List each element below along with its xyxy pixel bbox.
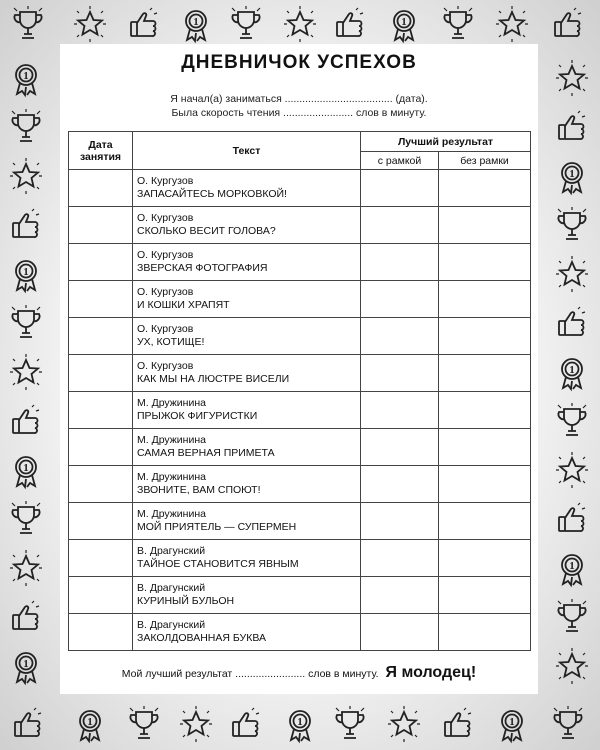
trophy-icon: [438, 4, 478, 44]
author-name: М. Дружинина: [137, 397, 206, 409]
table-row: [69, 577, 531, 614]
svg-text:1: 1: [569, 560, 575, 572]
author-name: О. Кургузов: [137, 286, 194, 298]
star-icon: [6, 156, 46, 196]
with-frame-cell[interactable]: [361, 207, 439, 244]
table-row: [69, 614, 531, 651]
text-cell: [133, 540, 361, 577]
trophy-icon: [6, 303, 46, 343]
text-cell: [133, 281, 361, 318]
text-cell: [133, 466, 361, 503]
svg-text:1: 1: [569, 364, 575, 376]
svg-text:1: 1: [401, 16, 407, 28]
header-with-frame: с рамкой: [361, 152, 439, 170]
medal-icon: [280, 704, 320, 744]
thumbs-up-icon: [552, 499, 592, 539]
table-row: [69, 429, 531, 466]
story-title: И КОШКИ ХРАПЯТ: [137, 299, 230, 311]
without-frame-cell[interactable]: [439, 355, 531, 392]
without-frame-cell[interactable]: [439, 392, 531, 429]
svg-text:1: 1: [23, 70, 29, 82]
star-icon: [552, 646, 592, 686]
thumbs-up-icon: [6, 401, 46, 441]
trophy-icon: [548, 704, 588, 744]
svg-text:1: 1: [297, 716, 303, 728]
table-row: [69, 392, 531, 429]
story-title: ЗВОНИТЕ, ВАМ СПОЮТ!: [137, 484, 261, 496]
with-frame-cell[interactable]: [361, 503, 439, 540]
story-title: САМАЯ ВЕРНАЯ ПРИМЕТА: [137, 447, 275, 459]
svg-text:1: 1: [87, 716, 93, 728]
trophy-icon: [552, 205, 592, 245]
with-frame-cell[interactable]: [361, 614, 439, 651]
trophy-icon: [6, 107, 46, 147]
trophy-icon: [330, 704, 370, 744]
author-name: М. Дружинина: [137, 471, 206, 483]
date-cell[interactable]: [69, 207, 133, 244]
with-frame-cell[interactable]: [361, 540, 439, 577]
svg-text:1: 1: [23, 462, 29, 474]
story-title: ЗАКОЛДОВАННАЯ БУКВА: [137, 632, 266, 644]
date-cell[interactable]: [69, 540, 133, 577]
table-row: [69, 318, 531, 355]
with-frame-cell[interactable]: [361, 281, 439, 318]
star-icon: [70, 4, 110, 44]
medal-icon: [552, 156, 592, 196]
date-cell[interactable]: [69, 466, 133, 503]
date-cell[interactable]: [69, 170, 133, 207]
table-row: [69, 503, 531, 540]
reading-log-table: [68, 131, 531, 651]
svg-text:1: 1: [193, 16, 199, 28]
without-frame-cell[interactable]: [439, 540, 531, 577]
star-icon: [384, 704, 424, 744]
footer-best-result-line: Мой лучший результат ........................ слов в минуту.: [121, 668, 379, 680]
without-frame-cell[interactable]: [439, 318, 531, 355]
medal-icon: [6, 646, 46, 686]
author-name: О. Кургузов: [137, 212, 194, 224]
with-frame-cell[interactable]: [361, 170, 439, 207]
medal-icon: [552, 352, 592, 392]
author-name: В. Драгунский: [137, 582, 206, 594]
medal-icon: [552, 548, 592, 588]
without-frame-cell[interactable]: [439, 281, 531, 318]
footer: [60, 664, 538, 682]
story-title: ЗАПАСАЙТЕСЬ МОРКОВКОЙ!: [137, 188, 287, 200]
without-frame-cell[interactable]: [439, 429, 531, 466]
header-best-result: Лучший результат: [361, 132, 531, 152]
medal-icon: [6, 254, 46, 294]
without-frame-cell[interactable]: [439, 614, 531, 651]
table-row: [69, 540, 531, 577]
text-cell: [133, 207, 361, 244]
author-name: М. Дружинина: [137, 434, 206, 446]
story-title: КУРИНЫЙ БУЛЬОН: [137, 595, 235, 607]
table-row: [69, 466, 531, 503]
table-row: [69, 170, 531, 207]
star-icon: [552, 450, 592, 490]
date-cell[interactable]: [69, 614, 133, 651]
with-frame-cell[interactable]: [361, 466, 439, 503]
header-text: Текст: [133, 132, 361, 170]
date-cell[interactable]: [69, 318, 133, 355]
text-cell: [133, 392, 361, 429]
text-cell: [133, 244, 361, 281]
author-name: М. Дружинина: [137, 508, 206, 520]
without-frame-cell[interactable]: [439, 466, 531, 503]
intro-start-date-line: Я начал(а) заниматься ..................................... (дата).: [170, 93, 428, 105]
author-name: О. Кургузов: [137, 323, 194, 335]
text-cell: [133, 503, 361, 540]
header-date: Дата занятия: [69, 132, 133, 170]
date-cell[interactable]: [69, 281, 133, 318]
footer-praise: Я молодец!: [385, 664, 477, 681]
story-title: МОЙ ПРИЯТЕЛЬ — СУПЕРМЕН: [137, 521, 297, 533]
trophy-icon: [6, 499, 46, 539]
date-cell[interactable]: [69, 392, 133, 429]
story-title: СКОЛЬКО ВЕСИТ ГОЛОВА?: [137, 225, 276, 237]
trophy-icon: [8, 4, 48, 44]
date-cell[interactable]: [69, 355, 133, 392]
header-without-frame: без рамки: [439, 152, 531, 170]
star-icon: [280, 4, 320, 44]
author-name: В. Драгунский: [137, 545, 206, 557]
thumbs-up-icon: [552, 303, 592, 343]
svg-text:1: 1: [23, 658, 29, 670]
intro-speed-line: Была скорость чтения ........................ слов в минуту.: [171, 107, 427, 119]
thumbs-up-icon: [226, 704, 266, 744]
table-row: [69, 281, 531, 318]
with-frame-cell[interactable]: [361, 577, 439, 614]
star-icon: [552, 254, 592, 294]
author-name: О. Кургузов: [137, 360, 194, 372]
without-frame-cell[interactable]: [439, 244, 531, 281]
trophy-icon: [124, 704, 164, 744]
text-cell: [133, 318, 361, 355]
author-name: О. Кургузов: [137, 249, 194, 261]
text-cell: [133, 577, 361, 614]
thumbs-up-icon: [8, 704, 48, 744]
thumbs-up-icon: [124, 4, 164, 44]
intro-text: [60, 92, 538, 120]
story-title: ЗВЕРСКАЯ ФОТОГРАФИЯ: [137, 262, 268, 274]
thumbs-up-icon: [330, 4, 370, 44]
story-title: КАК МЫ НА ЛЮСТРЕ ВИСЕЛИ: [137, 373, 290, 385]
table-row: [69, 207, 531, 244]
table-row: [69, 355, 531, 392]
medal-icon: [384, 4, 424, 44]
trophy-icon: [226, 4, 266, 44]
star-icon: [492, 4, 532, 44]
thumbs-up-icon: [6, 205, 46, 245]
text-cell: [133, 170, 361, 207]
author-name: О. Кургузов: [137, 175, 194, 187]
without-frame-cell[interactable]: [439, 207, 531, 244]
svg-text:1: 1: [569, 168, 575, 180]
date-cell[interactable]: [69, 244, 133, 281]
svg-text:1: 1: [23, 266, 29, 278]
with-frame-cell[interactable]: [361, 355, 439, 392]
date-cell[interactable]: [69, 577, 133, 614]
medal-icon: [70, 704, 110, 744]
with-frame-cell[interactable]: [361, 244, 439, 281]
medal-icon: [6, 450, 46, 490]
medal-icon: [492, 704, 532, 744]
without-frame-cell[interactable]: [439, 577, 531, 614]
date-cell[interactable]: [69, 429, 133, 466]
with-frame-cell[interactable]: [361, 429, 439, 466]
trophy-icon: [552, 597, 592, 637]
medal-icon: [6, 58, 46, 98]
story-title: ПРЫЖОК ФИГУРИСТКИ: [137, 410, 258, 422]
svg-text:1: 1: [509, 716, 515, 728]
star-icon: [176, 704, 216, 744]
author-name: В. Драгунский: [137, 619, 206, 631]
medal-icon: [176, 4, 216, 44]
story-title: УХ, КОТИЩЕ!: [137, 336, 205, 348]
with-frame-cell[interactable]: [361, 318, 439, 355]
thumbs-up-icon: [548, 4, 588, 44]
thumbs-up-icon: [552, 107, 592, 147]
star-icon: [6, 548, 46, 588]
story-title: ТАЙНОЕ СТАНОВИТСЯ ЯВНЫМ: [137, 558, 299, 570]
text-cell: [133, 614, 361, 651]
date-cell[interactable]: [69, 503, 133, 540]
thumbs-up-icon: [6, 597, 46, 637]
text-cell: [133, 429, 361, 466]
page-title: ДНЕВНИЧОК УСПЕХОВ: [181, 52, 417, 73]
with-frame-cell[interactable]: [361, 392, 439, 429]
star-icon: [552, 58, 592, 98]
table-row: [69, 244, 531, 281]
thumbs-up-icon: [438, 704, 478, 744]
without-frame-cell[interactable]: [439, 503, 531, 540]
without-frame-cell[interactable]: [439, 170, 531, 207]
trophy-icon: [552, 401, 592, 441]
star-icon: [6, 352, 46, 392]
text-cell: [133, 355, 361, 392]
